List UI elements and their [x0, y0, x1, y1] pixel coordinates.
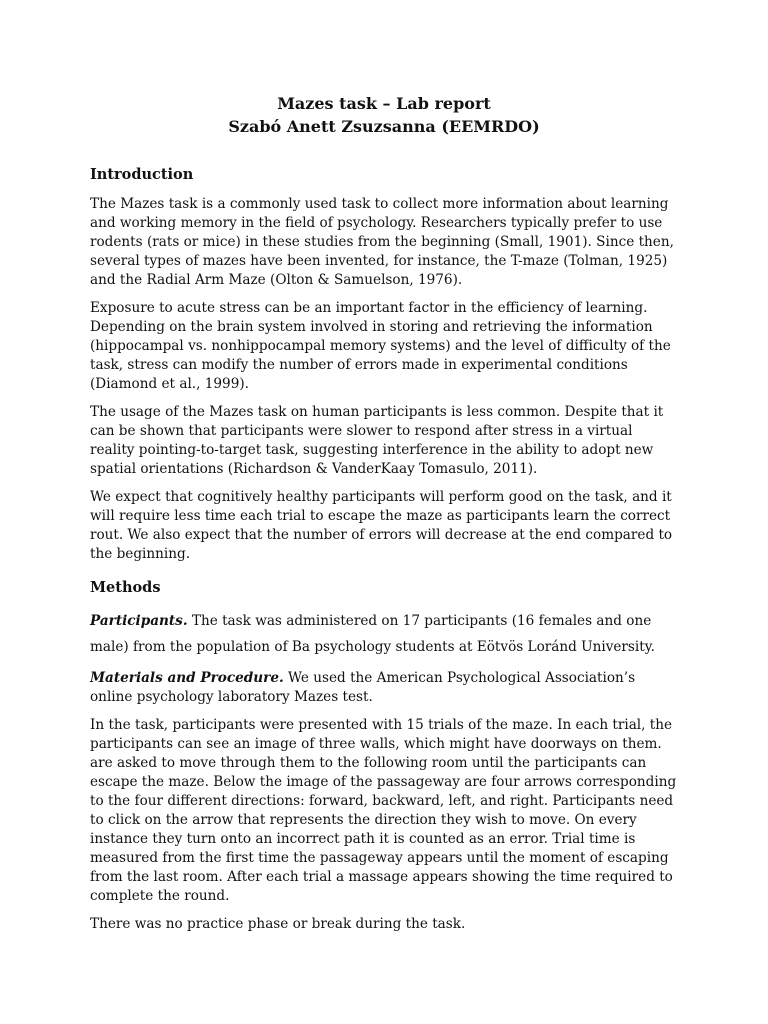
document-title	[90, 92, 678, 138]
introduction-heading: Introduction	[90, 166, 194, 183]
participants-label: Participants.	[90, 613, 188, 629]
title-line-1: Mazes task – Lab report	[277, 94, 491, 113]
title-line-2: Szabó Anett Zsuzsanna (EEMRDO)	[228, 117, 540, 136]
intro-paragraph-4: We expect that cognitively healthy participants will perform good on the task, and it will require less time each trial to escape the maze as participants learn the correct rout. We also expect that the number of errors will decrease at the end compared to the beginning.	[90, 489, 673, 562]
materials-paragraph	[90, 669, 678, 707]
materials-text: We used the American Psychological Association’s online psychology laboratory Mazes test.	[90, 670, 636, 705]
participants-text: The task was administered on 17 participants (16 females and one male) from the population of Ba psychology students at Eötvös Loránd University.	[90, 613, 655, 655]
document-page	[90, 92, 678, 943]
materials-label: Materials and Procedure.	[90, 670, 284, 686]
intro-paragraph-1: The Mazes task is a commonly used task to collect more information about learning and working memory in the field of psychology. Researchers typically prefer to use rodents (rats or mice) in these studies from the beginning (Small, 1901). Since then, several types of mazes have been invented, for instance, the T-maze (Tolman, 1925) and the Radial Arm Maze (Olton & Samuelson, 1976).	[90, 196, 674, 288]
intro-paragraph-2: Exposure to acute stress can be an important factor in the efficiency of learning. Depending on the brain system involved in storing and retrieving the information (hippocampal vs. nonhippocampal memory systems) and the level of difficulty of the task, stress can modify the number of errors made in experimental conditions (Diamond et al., 1999).	[90, 300, 671, 392]
intro-paragraph-3: The usage of the Mazes task on human participants is less common. Despite that it can be shown that participants were slower to respond after stress in a virtual reality pointing-to-target task, suggesting interference in the ability to adopt new spatial orientations (Richardson & VanderKaay Tomasulo, 2011).	[90, 404, 664, 477]
participants-paragraph	[90, 608, 678, 660]
practice-paragraph: There was no practice phase or break during the task.	[90, 916, 466, 932]
methods-heading: Methods	[90, 579, 161, 596]
procedure-paragraph: In the task, participants were presented with 15 trials of the maze. In each trial, the participants can see an image of three walls, which might have doorways on them. are asked to move through them to the following room until the participants can escape the maze. Below the image of the passageway are four arrows corresponding to the four different directions: forward, backward, left, and right. Participants need to click on the arrow that represents the direction they wish to move. On every instance they turn onto an incorrect path it is counted as an error. Trial time is measured from the first time the passageway appears until the moment of escaping from the last room. After each trial a massage appears showing the time required to complete the round.	[90, 717, 677, 904]
